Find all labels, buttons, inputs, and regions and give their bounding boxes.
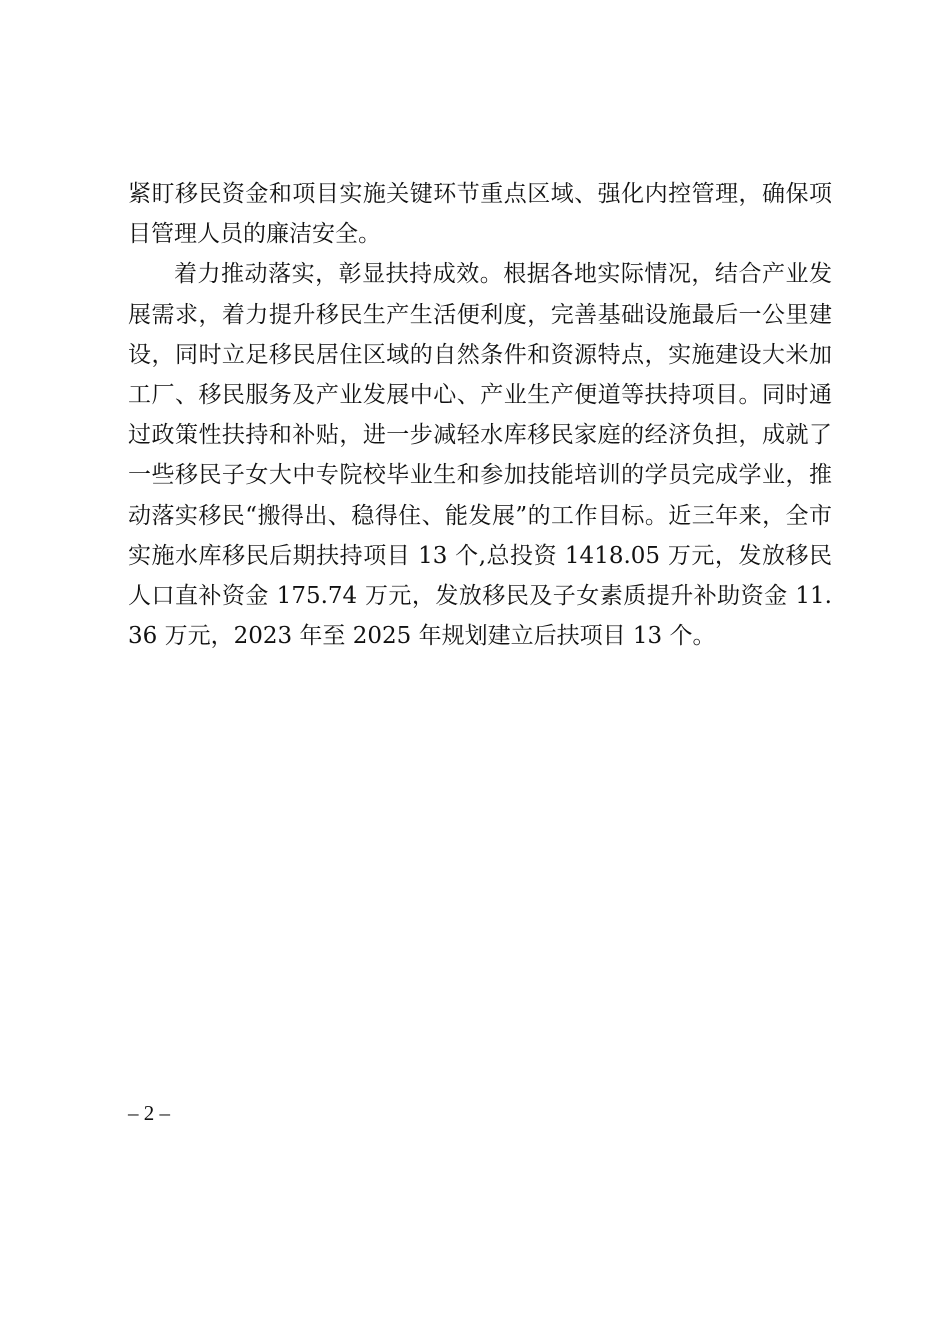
document-body: [128, 174, 832, 656]
page-number: – 2 –: [128, 1101, 170, 1125]
paragraph-implementation-results: 着力推动落实，彰显扶持成效。根据各地实际情况，结合产业发展需求，着力提升移民生产生活便利度，完善基础设施最后一公里建设，同时立足移民居住区域的自然条件和资源特点，实施建设大米加工厂、移民服务及产业发展中心、产业生产便道等扶持项目。同时通过政策性扶持和补贴，进一步减轻水库移民家庭的经济负担，成就了一些移民子女大中专院校毕业生和参加技能培训的学员完成学业，推动落实移民“搬得出、稳得住、能发展”的工作目标。近三年来，全市实施水库移民后期扶持项目 13 个,总投资 1418.05 万元，发放移民人口直补资金 175.74 万元，发放移民及子女素质提升补助资金 11.36 万元，2023 年至 2025 年规划建立后扶项目 13 个。: [128, 261, 832, 650]
paragraph-continuation: 紧盯移民资金和项目实施关键环节重点区域、强化内控管理，确保项目管理人员的廉洁安全。: [128, 181, 832, 248]
